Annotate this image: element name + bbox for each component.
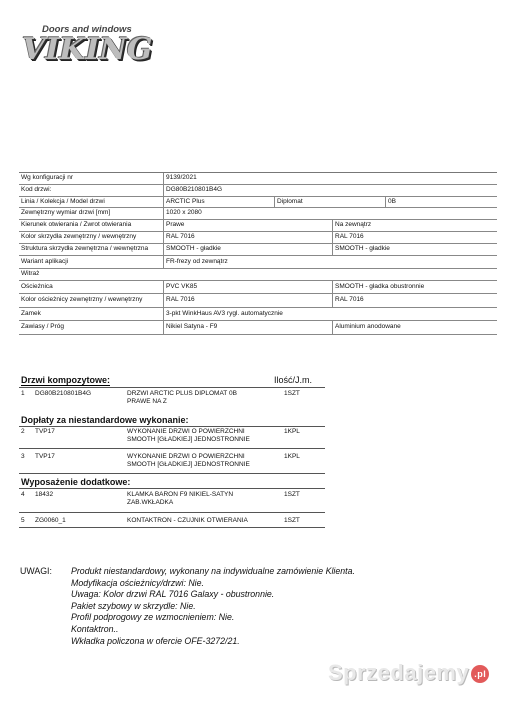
spec-row	[19, 244, 497, 256]
spec-label: Zewnętrzny wymiar drzwi [mm]	[21, 209, 111, 217]
spec-label: Kod drzwi:	[21, 185, 52, 193]
item-number: 4	[21, 491, 25, 498]
spec-label: Kolor skrzydła zewnętrzny / wewnętrzny	[21, 232, 137, 240]
spec-value: ARCTIC Plus	[166, 197, 205, 205]
spec-row	[19, 308, 497, 322]
spec-label: Wariant aplikacji	[21, 257, 69, 265]
note-line: Kontaktron..	[71, 623, 119, 634]
spec-value-second: RAL 7016	[335, 232, 364, 240]
note-line: Wkładka policzona w ofercie OFE-3272/21.	[71, 635, 240, 646]
spec-value-second: RAL 7016	[335, 296, 364, 304]
spec-label: Kolor ościeżnicy zewnętrzny / wewnętrzny	[21, 296, 143, 304]
item-quantity: 1SZT	[284, 517, 300, 524]
spec-value: SMOOTH - gładkie	[166, 244, 221, 252]
item-code: 18432	[35, 491, 54, 498]
item-number: 1	[21, 390, 25, 397]
watermark	[328, 660, 489, 686]
section-title-doors: Drzwi kompozytowe:	[21, 375, 111, 385]
spec-row	[19, 294, 497, 308]
spec-label: Zawiasy / Próg	[21, 323, 64, 331]
item-description: WYKONANIE DRZWI O POWIERZCHNI SMOOTH [GŁADKIEJ] JEDNOSTRONNIE	[127, 428, 250, 443]
spec-value: Prawe	[166, 221, 185, 229]
spec-row	[19, 173, 497, 185]
spec-row	[19, 232, 497, 244]
note-line: Profil podprogowy ze wzmocnieniem: Nie.	[71, 612, 235, 623]
item-description: KLAMKA BARON F9 NIKIEL-SATYN ZAB.WKŁADKA	[127, 491, 234, 506]
item-code: TVP17	[35, 428, 55, 435]
divider	[19, 473, 325, 474]
spec-label: Struktura skrzydła zewnętrzna / wewnętrzna	[21, 244, 149, 252]
item-number: 2	[21, 428, 25, 435]
spec-value-second: SMOOTH - gładkie	[335, 244, 390, 252]
divider	[19, 527, 325, 528]
item-number: 3	[21, 453, 25, 460]
note-line: Produkt niestandardowy, wykonany na indywidualne zamówienie Klienta.	[71, 566, 355, 576]
spec-value: RAL 7016	[166, 232, 195, 240]
item-code: DG80B210801B4G	[35, 390, 92, 397]
spec-row	[19, 269, 497, 281]
note-line: Modyfikacja ościeżnicy/drzwi: Nie.	[71, 577, 204, 588]
section-title-accessories: Wyposażenie dodatkowe:	[21, 477, 131, 487]
item-quantity: 1SZT	[284, 491, 300, 498]
spec-row	[19, 197, 497, 209]
spec-label: Kierunek otwierania / Zwrot otwierania	[21, 221, 132, 229]
spec-row	[19, 185, 497, 197]
spec-row	[19, 208, 497, 220]
item-code: ZG0060_1	[35, 517, 66, 524]
spec-label: Linia / Kolekcja / Model drzwi	[21, 197, 105, 205]
watermark-text: Sprzedajemy	[328, 660, 470, 685]
item-quantity: 1KPL	[284, 453, 300, 460]
spec-label: Wg konfiguracji nr	[21, 174, 74, 181]
spec-value: 1020 x 2080	[166, 209, 202, 217]
item-description: DRZWI ARCTIC PLUS DIPLOMAT 0B PRAWE NA Z	[127, 390, 237, 405]
divider	[19, 426, 325, 427]
quantity-header: Ilość/J.m.	[274, 375, 313, 385]
item-quantity: 1KPL	[284, 428, 300, 435]
notes-label: UWAGI:	[20, 566, 52, 576]
spec-label: Ościeżnica	[21, 282, 53, 290]
spec-value: 3-pkt WinkHaus AV3 rygl. automatycznie	[166, 309, 283, 317]
spec-row	[19, 220, 497, 232]
item-description: KONTAKTRON - CZUJNIK OTWIERANIA	[127, 517, 248, 524]
divider	[19, 512, 325, 513]
note-line: Pakiet szybowy w skrzydle: Nie.	[71, 600, 196, 611]
notes-lines	[71, 566, 355, 647]
divider	[19, 448, 325, 449]
spec-row	[19, 321, 497, 335]
spec-table	[19, 172, 497, 335]
watermark-badge: .pl	[471, 665, 489, 683]
divider	[19, 488, 325, 489]
spec-row	[19, 281, 497, 295]
spec-value-second: Aluminium anodowane	[335, 323, 401, 331]
section-title-surcharges: Dopłaty za niestandardowe wykonanie:	[21, 415, 189, 425]
spec-value: RAL 7016	[166, 296, 195, 304]
spec-label: Witraż	[21, 270, 40, 278]
spec-row	[19, 256, 497, 270]
spec-value-variant: 0B	[388, 197, 396, 205]
item-description: WYKONANIE DRZWI O POWIERZCHNI SMOOTH [GŁADKIEJ] JEDNOSTRONNIE	[127, 453, 250, 468]
item-number: 5	[21, 517, 25, 524]
spec-value: 9139/2021	[166, 174, 197, 181]
logo-tagline: Doors and windows	[42, 24, 132, 35]
divider	[19, 387, 325, 388]
logo-brand: VIKING	[22, 32, 153, 67]
spec-label: Zamek	[21, 309, 41, 317]
spec-value: Nikiel Satyna - F9	[166, 323, 218, 331]
spec-value: FR-frezy od zewnątrz	[166, 257, 228, 265]
spec-value-model: Diplomat	[277, 197, 303, 205]
note-line: Uwaga: Kolor drzwi RAL 7016 Galaxy - obustronnie.	[71, 589, 275, 600]
company-logo	[20, 24, 153, 68]
spec-value: PVC VK85	[166, 282, 198, 290]
spec-value-second: SMOOTH - gładka obustronnie	[335, 282, 425, 290]
spec-value: DG80B210801B4G	[166, 185, 223, 193]
item-quantity: 1SZT	[284, 390, 300, 397]
spec-value-second: Na zewnątrz	[335, 221, 372, 229]
item-code: TVP17	[35, 453, 55, 460]
